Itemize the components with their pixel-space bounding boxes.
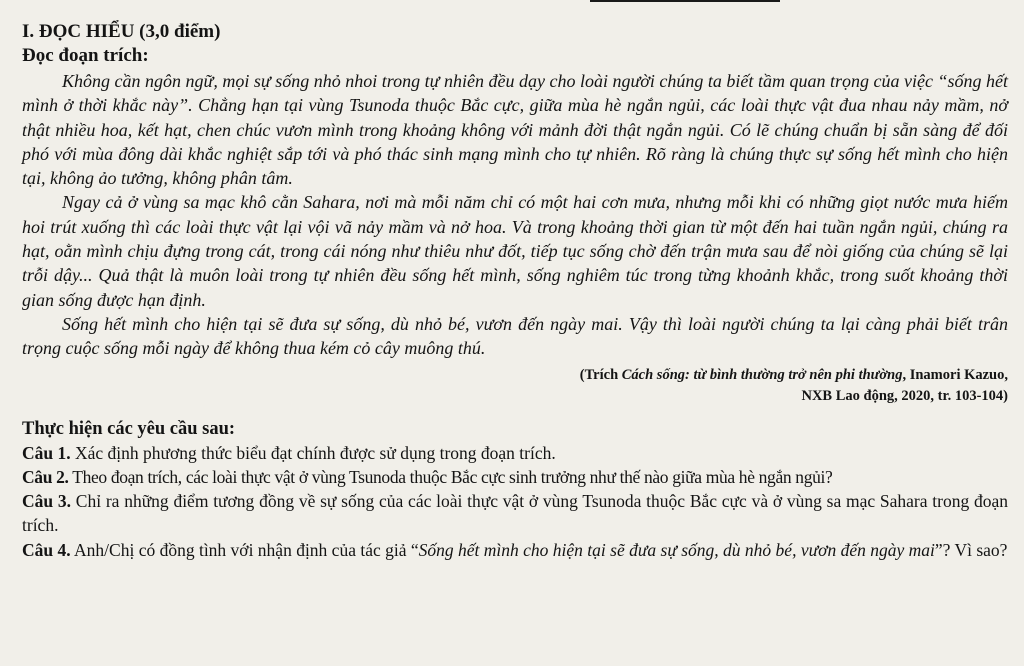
question-quote: Sống hết mình cho hiện tại sẽ đưa sự sống, dù nhỏ bé, vươn đến ngày mai: [418, 539, 935, 560]
question-number: Câu 1.: [22, 442, 71, 463]
passage: [22, 69, 1008, 361]
question-text-after: ”? Vì sao?: [934, 539, 1008, 560]
source-prefix: (Trích: [579, 366, 622, 383]
reading-instruction: Đọc đoạn trích:: [22, 45, 149, 66]
passage-paragraph-2: Ngay cả ở vùng sa mạc khô cằn Sahara, nơi mà mỗi năm chỉ có một hai cơn mưa, nhưng mỗi khi có những giọt nước mưa hiếm hoi trút xuống thì các loài thực vật lại vội vã nảy mầm và nở hoa. Và trong khoảng thời gian từ một đến hai tuần ngắn ngủi, chúng ra hạt, oằn mình chịu đựng trong cát, trong cái nóng như thiêu như đốt, tiếp tục sống chờ đến trận mưa sau để nòi giống của chúng sẽ lại trỗi dậy... Quả thật là muôn loài trong tự nhiên đều sống hết mình, sống nghiêm túc trong từng khoảnh khắc, trong suốt khoảng thời gian sống được hạn định.: [22, 192, 1008, 310]
question-2: [22, 465, 1008, 489]
top-rule: [590, 0, 780, 2]
question-1: [22, 441, 1008, 465]
passage-paragraph-3: Sống hết mình cho hiện tại sẽ đưa sự sống, dù nhỏ bé, vươn đến ngày mai. Vậy thì loài người chúng ta lại càng phải biết trân trọng cuộc sống mỗi ngày để không thua kém cỏ cây muông thú.: [22, 313, 1008, 359]
section-heading: I. ĐỌC HIỂU (3,0 điểm): [22, 21, 221, 42]
question-4: [22, 538, 1008, 562]
question-text: Chỉ ra những điểm tương đồng về sự sống của các loài thực vật ở vùng Tsunoda thuộc Bắc cực và ở vùng sa mạc Sahara trong đoạn trích.: [22, 491, 1008, 536]
source-citation: [22, 365, 1008, 407]
question-3: [22, 489, 1008, 538]
question-text: Theo đoạn trích, các loài thực vật ở vùng Tsunoda thuộc Bắc cực sinh trưởng như thế nào giữa mùa hè ngắn ngủi?: [68, 466, 833, 487]
question-text-before: Anh/Chị có đồng tình với nhận định của tác giả “: [70, 539, 419, 560]
question-number: Câu 4.: [22, 539, 71, 560]
source-publisher: NXB Lao động, 2020, tr. 103-104): [801, 387, 1008, 404]
question-number: Câu 2.: [22, 466, 69, 487]
source-title: Cách sống: từ bình thường trở nên phi thường: [621, 366, 903, 383]
question-number: Câu 3.: [22, 491, 72, 512]
question-text: Xác định phương thức biểu đạt chính được sử dụng trong đoạn trích.: [70, 442, 556, 463]
passage-paragraph-1: Không cần ngôn ngữ, mọi sự sống nhỏ nhoi trong tự nhiên đều dạy cho loài người chúng ta biết tầm quan trọng của việc “sống hết mình ở thời khắc này”. Chẳng hạn tại vùng Tsunoda thuộc Bắc cực, giữa mùa hè ngắn ngủi, các loài thực vật đua nhau nảy mầm, nở thật nhiều hoa, kết hạt, chen chúc vươn mình trong khoảng không với mảnh đời thật ngắn ngủi. Có lẽ chúng chuẩn bị sẵn sàng để đối phó với mùa đông dài khắc nghiệt sắp tới và phó thác sinh mạng mình cho tự nhiên. Rõ ràng là chúng thực sự sống hết mình cho hiện tại, không ảo tưởng, không phân tâm.: [22, 71, 1008, 189]
exam-page: [22, 20, 1008, 562]
tasks-title: Thực hiện các yêu cầu sau:: [22, 418, 236, 439]
source-author: , Inamori Kazuo,: [902, 366, 1008, 383]
